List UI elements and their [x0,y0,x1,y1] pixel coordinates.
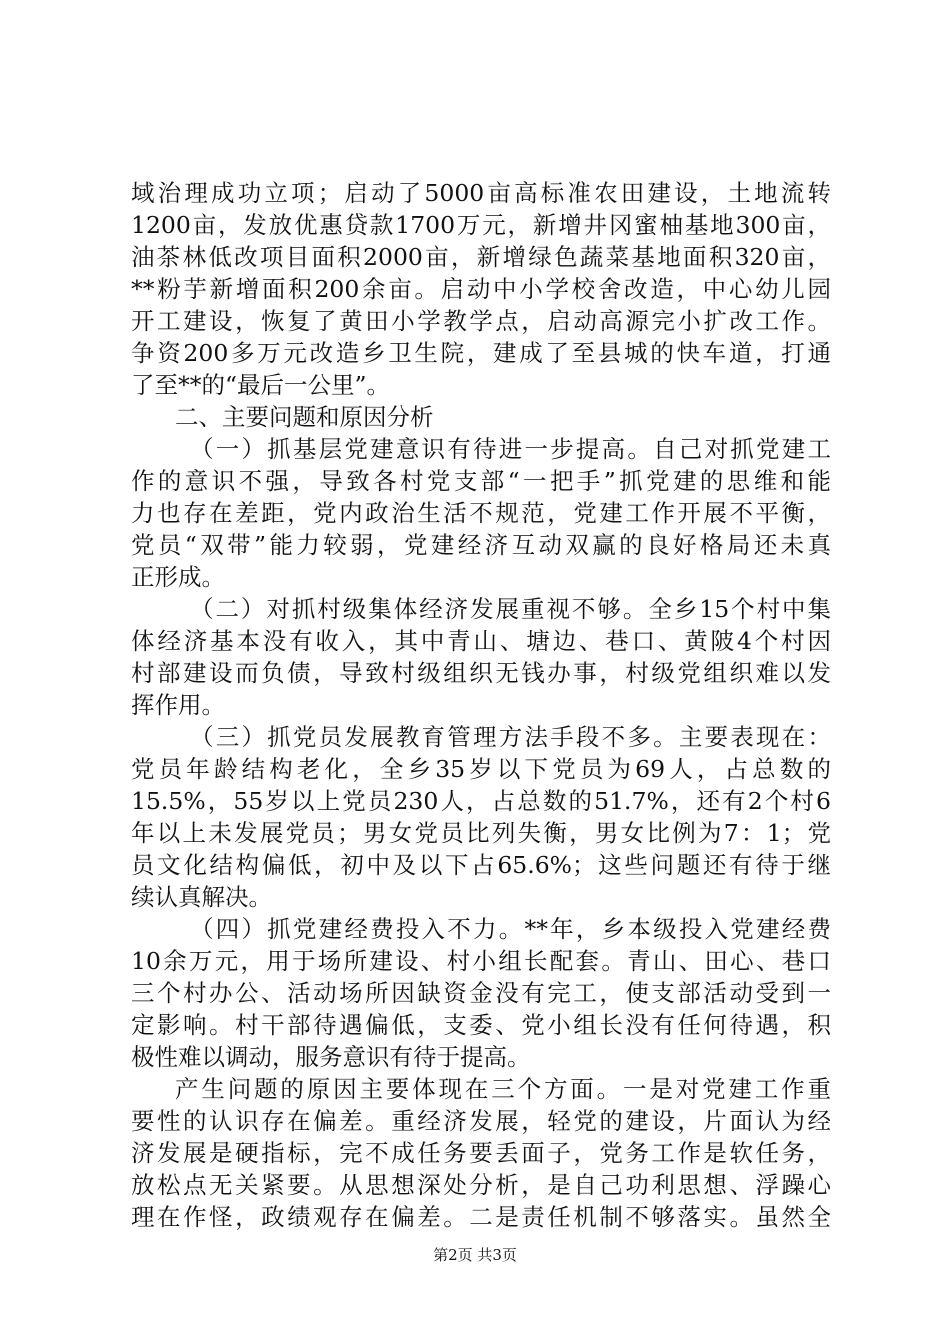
text-line: 党员“双带”能力较弱，党建经济互动双赢的良好格局还未真 [131,531,831,559]
text-line: （四）抓党建经费投入不力。**年，乡本级投入党建经费 [190,915,831,943]
text-line: （三）抓党员发展教育管理方法手段不多。主要表现在： [190,723,831,751]
text-line: （一）抓基层党建意识有待进一步提高。自己对抓党建工 [190,435,831,463]
text-line: 年以上未发展党员；男女党员比列失衡，男女比例为7：1；党 [131,819,831,847]
text-line: 作的意识不强，导致各村党支部“一把手”抓党建的思维和能 [131,467,831,495]
page-number-footer: 第2页 共3页 [433,1246,517,1264]
text-line: 济发展是硬指标，完不成任务要丢面子，党务工作是软任务， [131,1139,831,1167]
text-line: 1200亩，发放优惠贷款1700万元，新增井冈蜜柚基地300亩， [131,211,831,239]
text-line: 油茶林低改项目面积2000亩，新增绿色蔬菜基地面积320亩， [131,243,831,271]
text-line: **粉芋新增面积200余亩。启动中小学校舍改造，中心幼儿园 [131,275,831,303]
text-line: 域治理成功立项；启动了5000亩高标准农田建设，土地流转 [131,179,831,207]
text-line: 正形成。 [131,563,225,591]
text-line: 员文化结构偏低，初中及以下占65.6%；这些问题还有待于继 [131,851,831,879]
text-line: 力也存在差距，党内政治生活不规范，党建工作开展不平衡， [131,499,831,527]
text-line: 体经济基本没有收入，其中青山、塘边、巷口、黄陂4个村因 [131,627,831,655]
text-line: 续认真解决。 [131,883,272,911]
text-line: 争资200多万元改造乡卫生院，建成了至县城的快车道，打通 [131,339,831,367]
text-line: 三个村办公、活动场所因缺资金没有完工，使支部活动受到一 [131,979,831,1007]
text-line: 极性难以调动，服务意识有待于提高。 [131,1043,531,1071]
text-line: 定影响。村干部待遇偏低，支委、党小组长没有任何待遇，积 [131,1011,831,1039]
text-line: 村部建设而负债，导致村级组织无钱办事，村级党组织难以发 [131,659,831,687]
text-line: 党员年龄结构老化，全乡35岁以下党员为69人，占总数的 [131,755,831,783]
text-line: 了至**的“最后一公里”。 [131,371,391,399]
text-line: （二）对抓村级集体经济发展重视不够。全乡15个村中集 [190,595,831,623]
text-line: 放松点无关紧要。从思想深处分析，是自己功利思想、浮躁心 [131,1171,831,1199]
text-line: 开工建设，恢复了黄田小学教学点，启动高源完小扩改工作。 [131,307,831,335]
text-line: 10余万元，用于场所建设、村小组长配套。青山、田心、巷口 [131,947,831,975]
text-line: 要性的认识存在偏差。重经济发展，轻党的建设，片面认为经 [131,1107,831,1135]
text-line: 挥作用。 [131,691,225,719]
text-line: 理在作怪，政绩观存在偏差。二是责任机制不够落实。虽然全 [131,1203,831,1231]
text-line: 15.5%，55岁以上党员230人，占总数的51.7%，还有2个村6 [131,787,831,815]
section-heading: 二、主要问题和原因分析 [175,403,434,431]
text-line: 产生问题的原因主要体现在三个方面。一是对党建工作重 [175,1075,831,1103]
